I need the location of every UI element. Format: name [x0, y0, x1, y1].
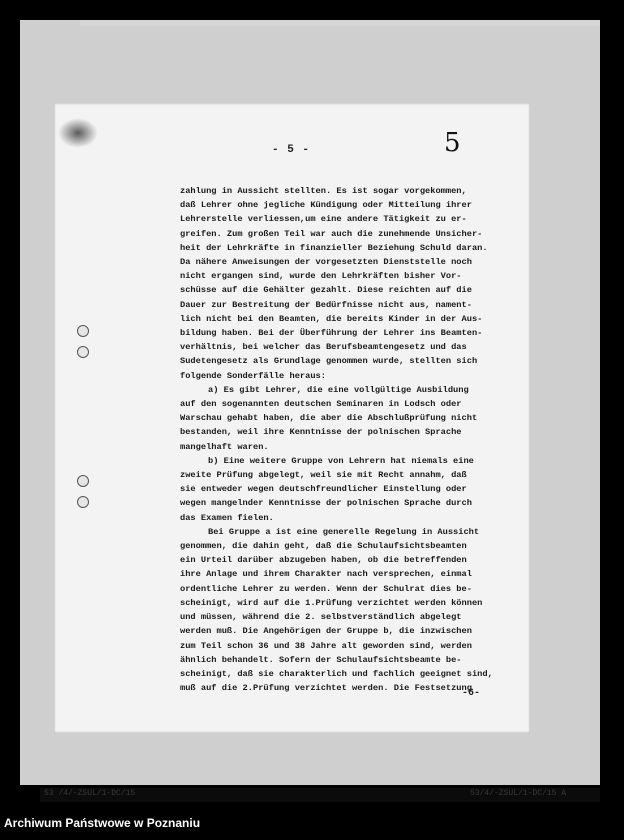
text-line: und müssen, während die 2. selbstverständlich abgelegt	[180, 612, 462, 623]
text-line: scheinigt, wird auf die 1.Prüfung verzichtet werden können	[180, 597, 483, 608]
text-line: Da nähere Anweisungen der vorgesetzten Dienststelle noch	[180, 257, 472, 268]
text-line: b) Eine weitere Gruppe von Lehrern hat niemals eine	[208, 455, 474, 466]
document-body	[180, 184, 530, 695]
text-line: Sudetengesetz als Grundlage genommen wurde, stellten sich	[180, 356, 478, 367]
text-line: muß auf die 2.Prüfung verzichtet werden. Die Festsetzung	[180, 683, 472, 694]
text-line: schüsse auf die Gehälter gezahlt. Diese reichten auf die	[180, 285, 472, 296]
text-line: mangelhaft waren.	[180, 441, 269, 452]
text-line: bestanden, weil ihre Kenntnisse der polnischen Sprache	[180, 427, 462, 438]
text-line: lich nicht bei den Beamten, die bereits Kinder in der Aus-	[180, 313, 483, 324]
punch-hole-icon	[77, 496, 89, 508]
text-line: ein Urteil darüber abzugeben haben, ob die betreffenden	[180, 555, 467, 566]
punch-hole-icon	[77, 346, 89, 358]
page-number: - 5 -	[272, 144, 311, 156]
film-edge	[80, 20, 600, 26]
text-line: auf den sogenannten deutschen Seminaren in Lodsch oder	[180, 399, 462, 410]
text-line: verhältnis, bei welcher das Berufsbeamtengesetz und das	[180, 342, 467, 353]
text-line: ihre Anlage und ihrem Charakter nach versprechen, einmal	[180, 569, 472, 580]
text-line: greifen. Zum großen Teil war auch die zunehmende Unsicher-	[180, 228, 483, 239]
text-line: werden muß. Die Angehörigen der Gruppe b, die inzwischen	[180, 626, 472, 637]
text-line: Dauer zur Bestreitung der Bedürfnisse nicht aus, nament-	[180, 299, 472, 310]
text-line: zum Teil schon 36 und 38 Jahre alt geworden sind, werden	[180, 640, 472, 651]
text-line: folgende Sonderfälle heraus:	[180, 370, 326, 381]
text-line: ähnlich behandelt. Sofern der Schulaufsichtsbeamte be-	[180, 654, 462, 665]
text-line: a) Es gibt Lehrer, die eine vollgültige Ausbildung	[208, 384, 469, 395]
punch-hole-icon	[77, 325, 89, 337]
archive-label: Archiwum Państwowe w Poznaniu	[4, 816, 201, 830]
text-line: Warschau gehabt haben, die aber die Abschlußprüfung nicht	[180, 413, 478, 424]
text-line: ordentliche Lehrer zu werden. Wenn der Schulrat dies be-	[180, 583, 472, 594]
text-line: zweite Prüfung abgelegt, weil sie mit Recht annahm, daß	[180, 470, 467, 481]
text-line: sie entweder wegen deutschfreundlicher Einstellung oder	[180, 484, 467, 495]
text-line: genommen, die dahin geht, daß die Schulaufsichtsbeamten	[180, 541, 467, 552]
ink-smudge	[58, 118, 98, 148]
text-line: heit der Lehrkräfte in finanzieller Beziehung Schuld daran.	[180, 242, 488, 253]
text-line: daß Lehrer ohne jegliche Kündigung oder Mitteilung ihrer	[180, 200, 472, 211]
film-strip-code-left: 53 /4/-ZSUL/1-DC/15	[44, 789, 136, 798]
punch-hole-icon	[77, 475, 89, 487]
handwritten-page-mark: 5	[444, 128, 461, 158]
next-page-marker: -6-	[462, 688, 481, 699]
film-strip-code-right: 53/4/-ZSUL/1-DC/15 A	[470, 789, 567, 798]
text-line: das Examen fielen.	[180, 512, 274, 523]
text-line: scheinigt, daß sie charakterlich und fachlich geeignet sind,	[180, 668, 493, 679]
text-line: zahlung in Aussicht stellten. Es ist sogar vorgekommen,	[180, 186, 467, 196]
text-line: Bei Gruppe a ist eine generelle Regelung in Aussicht	[208, 526, 480, 537]
text-line: nicht ergangen sind, wurde den Lehrkräften bisher Vor-	[180, 271, 462, 282]
text-line: bildung haben. Bei der Überführung der Lehrer ins Beamten-	[180, 328, 483, 339]
text-line: Lehrerstelle verliessen,um eine andere Tätigkeit zu er-	[180, 214, 467, 225]
text-line: wegen mangelnder Kenntnisse der polnischen Sprache durch	[180, 498, 472, 509]
